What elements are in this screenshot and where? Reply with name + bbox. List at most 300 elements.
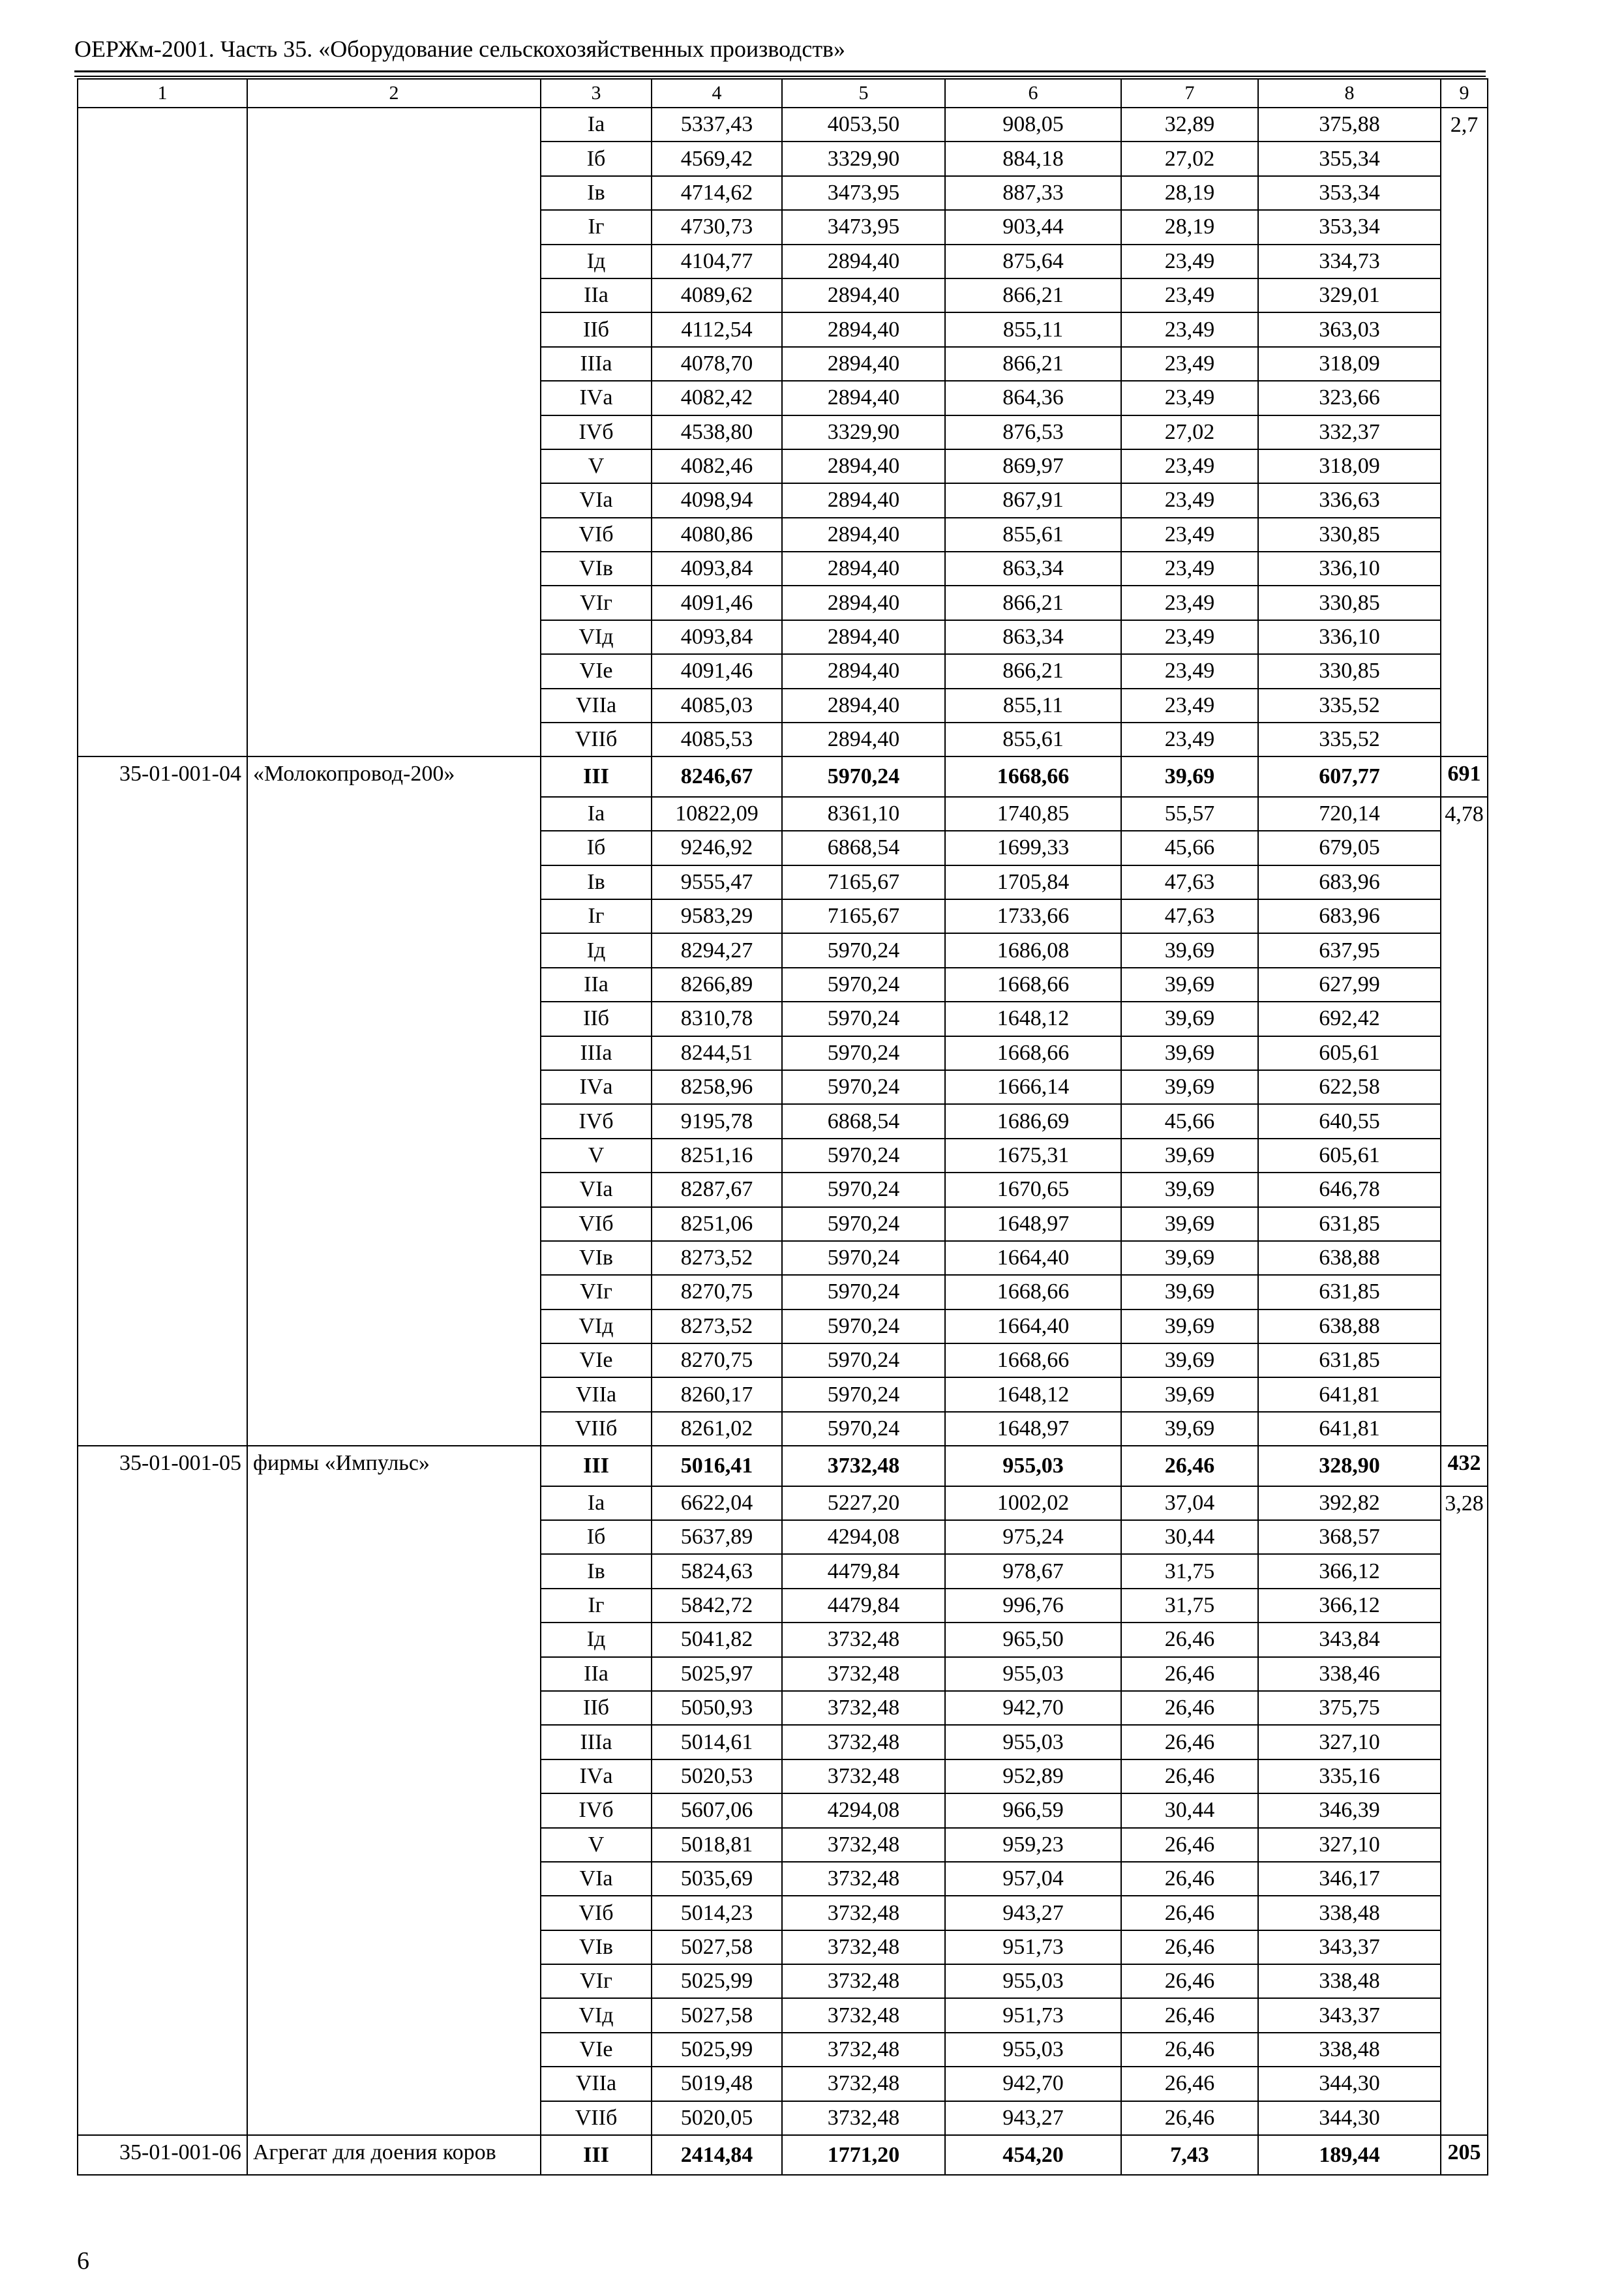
value-cell: 3732,48 [782,1725,945,1759]
value-cell: 45,66 [1121,831,1258,865]
value-cell: 4730,73 [652,210,782,244]
value-cell: 903,44 [945,210,1121,244]
value-cell: 1002,02 [945,1486,1121,1520]
value-cell: 31,75 [1121,1554,1258,1588]
value-cell: 5970,24 [782,1412,945,1446]
value-cell: 1699,33 [945,831,1121,865]
value-cell: 336,63 [1258,483,1441,517]
value-cell: 866,21 [945,278,1121,312]
value-cell: 375,88 [1258,108,1441,142]
value-cell: 3473,95 [782,210,945,244]
norm-cell: 432 [1441,1446,1488,1486]
value-cell: 2894,40 [782,518,945,552]
value-cell: 3329,90 [782,415,945,449]
value-cell: 876,53 [945,415,1121,449]
value-cell: 338,46 [1258,1657,1441,1691]
value-cell: 866,21 [945,654,1121,688]
category-cell: IIб [541,1002,652,1036]
value-cell: 4091,46 [652,654,782,688]
value-cell: 392,82 [1258,1486,1441,1520]
value-cell: 343,84 [1258,1623,1441,1656]
value-cell: 5025,99 [652,1964,782,1998]
column-number-cell: 4 [652,79,782,108]
value-cell: 343,37 [1258,1930,1441,1964]
value-cell: 5970,24 [782,1139,945,1173]
value-cell: 605,61 [1258,1036,1441,1070]
value-cell: 353,34 [1258,210,1441,244]
value-cell: 638,88 [1258,1309,1441,1343]
value-cell: 23,49 [1121,347,1258,381]
value-cell: 1648,12 [945,1002,1121,1036]
value-cell: 189,44 [1258,2135,1441,2175]
value-cell: 8251,16 [652,1139,782,1173]
table-body [78,79,1488,2175]
value-cell: 6868,54 [782,831,945,865]
value-cell: 323,66 [1258,381,1441,415]
value-cell: 864,36 [945,381,1121,415]
value-cell: 9583,29 [652,899,782,933]
value-cell: 1675,31 [945,1139,1121,1173]
value-cell: 2894,40 [782,586,945,620]
value-cell: 943,27 [945,1896,1121,1930]
category-cell: IIа [541,278,652,312]
value-cell: 5019,48 [652,2067,782,2101]
value-cell: 26,46 [1121,1446,1258,1486]
value-cell: 28,19 [1121,176,1258,210]
value-cell: 5970,24 [782,1343,945,1377]
value-cell: 5014,61 [652,1725,782,1759]
value-cell: 26,46 [1121,1759,1258,1793]
category-cell: VIIб [541,1412,652,1446]
value-cell: 39,69 [1121,1139,1258,1173]
value-cell: 1664,40 [945,1309,1121,1343]
value-cell: 640,55 [1258,1104,1441,1138]
value-cell: 23,49 [1121,381,1258,415]
value-cell: 2894,40 [782,552,945,586]
value-cell: 683,96 [1258,899,1441,933]
value-cell: 5607,06 [652,1793,782,1827]
category-cell: VIIб [541,2101,652,2135]
value-cell: 28,19 [1121,210,1258,244]
value-cell: 4569,42 [652,142,782,175]
value-cell: 955,03 [945,1446,1121,1486]
value-cell: 5025,97 [652,1657,782,1691]
item-name-cell: фирмы «Импульс» [247,1446,541,2135]
category-cell: V [541,1139,652,1173]
category-cell: IVа [541,1070,652,1104]
value-cell: 5027,58 [652,1930,782,1964]
category-cell: Iд [541,245,652,278]
value-cell: 679,05 [1258,831,1441,865]
value-cell: 23,49 [1121,586,1258,620]
value-cell: 951,73 [945,1998,1121,2032]
value-cell: 8251,06 [652,1207,782,1241]
category-cell: Iб [541,1520,652,1554]
value-cell: 3329,90 [782,142,945,175]
value-cell: 366,12 [1258,1554,1441,1588]
value-cell: 5824,63 [652,1554,782,1588]
column-number-cell: 6 [945,79,1121,108]
value-cell: 866,21 [945,347,1121,381]
value-cell: 37,04 [1121,1486,1258,1520]
norm-cell: 691 [1441,756,1488,796]
value-cell: 330,85 [1258,518,1441,552]
category-cell: IVб [541,1104,652,1138]
value-cell: 5970,24 [782,1070,945,1104]
value-cell: 4479,84 [782,1554,945,1588]
value-cell: 5020,53 [652,1759,782,1793]
category-cell: VIд [541,620,652,654]
value-cell: 952,89 [945,1759,1121,1793]
value-cell: 335,52 [1258,723,1441,756]
value-cell: 5842,72 [652,1589,782,1623]
value-cell: 39,69 [1121,1275,1258,1309]
value-cell: 3732,48 [782,1964,945,1998]
table-row [78,756,1488,796]
value-cell: 335,52 [1258,689,1441,723]
value-cell: 26,46 [1121,1828,1258,1862]
value-cell: 631,85 [1258,1207,1441,1241]
value-cell: 2894,40 [782,312,945,346]
column-number-cell: 7 [1121,79,1258,108]
value-cell: 4112,54 [652,312,782,346]
value-cell: 8260,17 [652,1377,782,1411]
value-cell: 641,81 [1258,1377,1441,1411]
value-cell: 45,66 [1121,1104,1258,1138]
value-cell: 2414,84 [652,2135,782,2175]
value-cell: 346,39 [1258,1793,1441,1827]
value-cell: 338,48 [1258,2033,1441,2067]
category-cell: IVа [541,381,652,415]
value-cell: 8244,51 [652,1036,782,1070]
category-cell: VIб [541,1207,652,1241]
value-cell: 366,12 [1258,1589,1441,1623]
value-cell: 1670,65 [945,1173,1121,1206]
column-number-cell: 2 [247,79,541,108]
value-cell: 2894,40 [782,381,945,415]
category-cell: V [541,1828,652,1862]
category-cell: IVб [541,415,652,449]
value-cell: 638,88 [1258,1241,1441,1275]
value-cell: 631,85 [1258,1343,1441,1377]
value-cell: 2894,40 [782,278,945,312]
value-cell: 631,85 [1258,1275,1441,1309]
column-number-cell: 9 [1441,79,1488,108]
value-cell: 7,43 [1121,2135,1258,2175]
value-cell: 955,03 [945,2033,1121,2067]
value-cell: 955,03 [945,1725,1121,1759]
value-cell: 975,24 [945,1520,1121,1554]
value-cell: 4089,62 [652,278,782,312]
value-cell: 1705,84 [945,865,1121,899]
value-cell: 1771,20 [782,2135,945,2175]
value-cell: 942,70 [945,1691,1121,1725]
value-cell: 1664,40 [945,1241,1121,1275]
category-cell: Iв [541,1554,652,1588]
value-cell: 5970,24 [782,968,945,1002]
value-cell: 338,48 [1258,1896,1441,1930]
value-cell: 26,46 [1121,1998,1258,2032]
item-name-cell: Агрегат для доения коров [247,2135,541,2175]
value-cell: 943,27 [945,2101,1121,2135]
value-cell: 9195,78 [652,1104,782,1138]
category-cell: Iв [541,176,652,210]
value-cell: 8270,75 [652,1343,782,1377]
value-cell: 3732,48 [782,1759,945,1793]
value-cell: 5970,24 [782,1207,945,1241]
value-cell: 5027,58 [652,1998,782,2032]
value-cell: 978,67 [945,1554,1121,1588]
value-cell: 30,44 [1121,1520,1258,1554]
value-cell: 26,46 [1121,1623,1258,1656]
value-cell: 8270,75 [652,1275,782,1309]
value-cell: 3732,48 [782,2067,945,2101]
value-cell: 9555,47 [652,865,782,899]
value-cell: 8273,52 [652,1241,782,1275]
value-cell: 9246,92 [652,831,782,865]
value-cell: 39,69 [1121,968,1258,1002]
value-cell: 942,70 [945,2067,1121,2101]
value-cell: 1668,66 [945,1343,1121,1377]
price-table [77,78,1488,2176]
value-cell: 4714,62 [652,176,782,210]
column-number-cell: 5 [782,79,945,108]
value-cell: 375,75 [1258,1691,1441,1725]
value-cell: 2894,40 [782,654,945,688]
value-cell: 5020,05 [652,2101,782,2135]
category-cell: VIIа [541,1377,652,1411]
value-cell: 957,04 [945,1862,1121,1896]
value-cell: 955,03 [945,1964,1121,1998]
value-cell: 368,57 [1258,1520,1441,1554]
value-cell: 6868,54 [782,1104,945,1138]
value-cell: 3732,48 [782,2101,945,2135]
value-cell: 4093,84 [652,620,782,654]
value-cell: 5050,93 [652,1691,782,1725]
value-cell: 692,42 [1258,1002,1441,1036]
value-cell: 330,85 [1258,586,1441,620]
value-cell: 1733,66 [945,899,1121,933]
value-cell: 3732,48 [782,1657,945,1691]
value-cell: 4085,03 [652,689,782,723]
category-cell: IIб [541,1691,652,1725]
value-cell: 966,59 [945,1793,1121,1827]
value-cell: 26,46 [1121,1657,1258,1691]
norm-cell: 3,28 [1441,1486,1488,2135]
norm-cell: 4,78 [1441,797,1488,1446]
value-cell: 3732,48 [782,1896,945,1930]
value-cell: 3732,48 [782,1446,945,1486]
value-cell: 23,49 [1121,449,1258,483]
value-cell: 5227,20 [782,1486,945,1520]
value-cell: 32,89 [1121,108,1258,142]
value-cell: 2894,40 [782,449,945,483]
value-cell: 327,10 [1258,1725,1441,1759]
value-cell: 5970,24 [782,1377,945,1411]
value-cell: 5018,81 [652,1828,782,1862]
value-cell: 8361,10 [782,797,945,831]
value-cell: 23,49 [1121,483,1258,517]
value-cell: 855,61 [945,518,1121,552]
value-cell: 8258,96 [652,1070,782,1104]
value-cell: 47,63 [1121,865,1258,899]
value-cell: 5970,24 [782,933,945,967]
value-cell: 4093,84 [652,552,782,586]
item-name-cell [247,108,541,756]
item-code-cell: 35-01-001-05 [78,1446,247,2135]
value-cell: 39,69 [1121,1207,1258,1241]
value-cell: 318,09 [1258,449,1441,483]
value-cell: 959,23 [945,1828,1121,1862]
value-cell: 8273,52 [652,1309,782,1343]
value-cell: 855,61 [945,723,1121,756]
value-cell: 26,46 [1121,1725,1258,1759]
category-cell: VIа [541,1173,652,1206]
value-cell: 327,10 [1258,1828,1441,1862]
value-cell: 26,46 [1121,1896,1258,1930]
value-cell: 26,46 [1121,2033,1258,2067]
value-cell: 720,14 [1258,797,1441,831]
category-cell: VIе [541,654,652,688]
value-cell: 39,69 [1121,933,1258,967]
category-cell: VIд [541,1309,652,1343]
category-cell: Iд [541,933,652,967]
value-cell: 39,69 [1121,756,1258,796]
value-cell: 23,49 [1121,552,1258,586]
value-cell: 5016,41 [652,1446,782,1486]
table-row [78,108,1488,142]
column-number-cell: 8 [1258,79,1441,108]
value-cell: 26,46 [1121,1964,1258,1998]
category-cell: IIIа [541,347,652,381]
value-cell: 23,49 [1121,278,1258,312]
value-cell: 5970,24 [782,1036,945,1070]
item-code-cell: 35-01-001-06 [78,2135,247,2175]
category-cell: IIIа [541,1725,652,1759]
value-cell: 908,05 [945,108,1121,142]
value-cell: 26,46 [1121,2067,1258,2101]
item-code-cell: 35-01-001-04 [78,756,247,1446]
value-cell: 5041,82 [652,1623,782,1656]
value-cell: 869,97 [945,449,1121,483]
category-cell: VIв [541,1241,652,1275]
value-cell: 1686,69 [945,1104,1121,1138]
category-cell: VIа [541,1862,652,1896]
value-cell: 334,73 [1258,245,1441,278]
category-cell: Iа [541,1486,652,1520]
category-cell: VIIа [541,689,652,723]
value-cell: 454,20 [945,2135,1121,2175]
value-cell: 5637,89 [652,1520,782,1554]
value-cell: 7165,67 [782,865,945,899]
value-cell: 637,95 [1258,933,1441,967]
value-cell: 4538,80 [652,415,782,449]
value-cell: 39,69 [1121,1377,1258,1411]
value-cell: 5970,24 [782,1173,945,1206]
category-cell: Iд [541,1623,652,1656]
value-cell: 26,46 [1121,1862,1258,1896]
value-cell: 887,33 [945,176,1121,210]
value-cell: 39,69 [1121,1070,1258,1104]
item-name-cell: «Молокопровод-200» [247,756,541,1446]
value-cell: 1668,66 [945,1275,1121,1309]
value-cell: 6622,04 [652,1486,782,1520]
category-cell: VIа [541,483,652,517]
value-cell: 30,44 [1121,1793,1258,1827]
value-cell: 4091,46 [652,586,782,620]
value-cell: 5970,24 [782,1309,945,1343]
value-cell: 2894,40 [782,620,945,654]
category-cell: IVа [541,1759,652,1793]
value-cell: 39,69 [1121,1241,1258,1275]
value-cell: 4078,70 [652,347,782,381]
value-cell: 3732,48 [782,1930,945,1964]
value-cell: 23,49 [1121,723,1258,756]
value-cell: 2894,40 [782,689,945,723]
value-cell: 683,96 [1258,865,1441,899]
category-cell: III [541,1446,652,1486]
value-cell: 4082,42 [652,381,782,415]
value-cell: 3473,95 [782,176,945,210]
value-cell: 867,91 [945,483,1121,517]
value-cell: 863,34 [945,552,1121,586]
value-cell: 8310,78 [652,1002,782,1036]
value-cell: 23,49 [1121,620,1258,654]
value-cell: 39,69 [1121,1412,1258,1446]
category-cell: V [541,449,652,483]
value-cell: 39,69 [1121,1343,1258,1377]
value-cell: 5970,24 [782,1275,945,1309]
value-cell: 353,34 [1258,176,1441,210]
value-cell: 39,69 [1121,1036,1258,1070]
value-cell: 336,10 [1258,620,1441,654]
value-cell: 329,01 [1258,278,1441,312]
value-cell: 336,10 [1258,552,1441,586]
value-cell: 328,90 [1258,1446,1441,1486]
value-cell: 855,11 [945,312,1121,346]
category-cell: VIе [541,1343,652,1377]
value-cell: 5014,23 [652,1896,782,1930]
value-cell: 23,49 [1121,312,1258,346]
value-cell: 1648,97 [945,1412,1121,1446]
value-cell: 335,16 [1258,1759,1441,1793]
value-cell: 2894,40 [782,723,945,756]
value-cell: 23,49 [1121,518,1258,552]
value-cell: 3732,48 [782,1623,945,1656]
value-cell: 7165,67 [782,899,945,933]
category-cell: VIб [541,518,652,552]
value-cell: 8266,89 [652,968,782,1002]
category-cell: Iа [541,108,652,142]
column-number-row [78,79,1488,108]
category-cell: Iа [541,797,652,831]
value-cell: 1668,66 [945,756,1121,796]
value-cell: 863,34 [945,620,1121,654]
item-code-cell [78,108,247,756]
category-cell: VIб [541,1896,652,1930]
category-cell: Iг [541,899,652,933]
category-cell: Iв [541,865,652,899]
value-cell: 23,49 [1121,689,1258,723]
category-cell: VIг [541,1964,652,1998]
value-cell: 26,46 [1121,1691,1258,1725]
value-cell: 605,61 [1258,1139,1441,1173]
value-cell: 1668,66 [945,1036,1121,1070]
page-header-title: ОЕРЖм-2001. Часть 35. «Оборудование сельскохозяйственных производств» [74,36,846,62]
value-cell: 5970,24 [782,756,945,796]
value-cell: 622,58 [1258,1070,1441,1104]
value-cell: 1648,12 [945,1377,1121,1411]
